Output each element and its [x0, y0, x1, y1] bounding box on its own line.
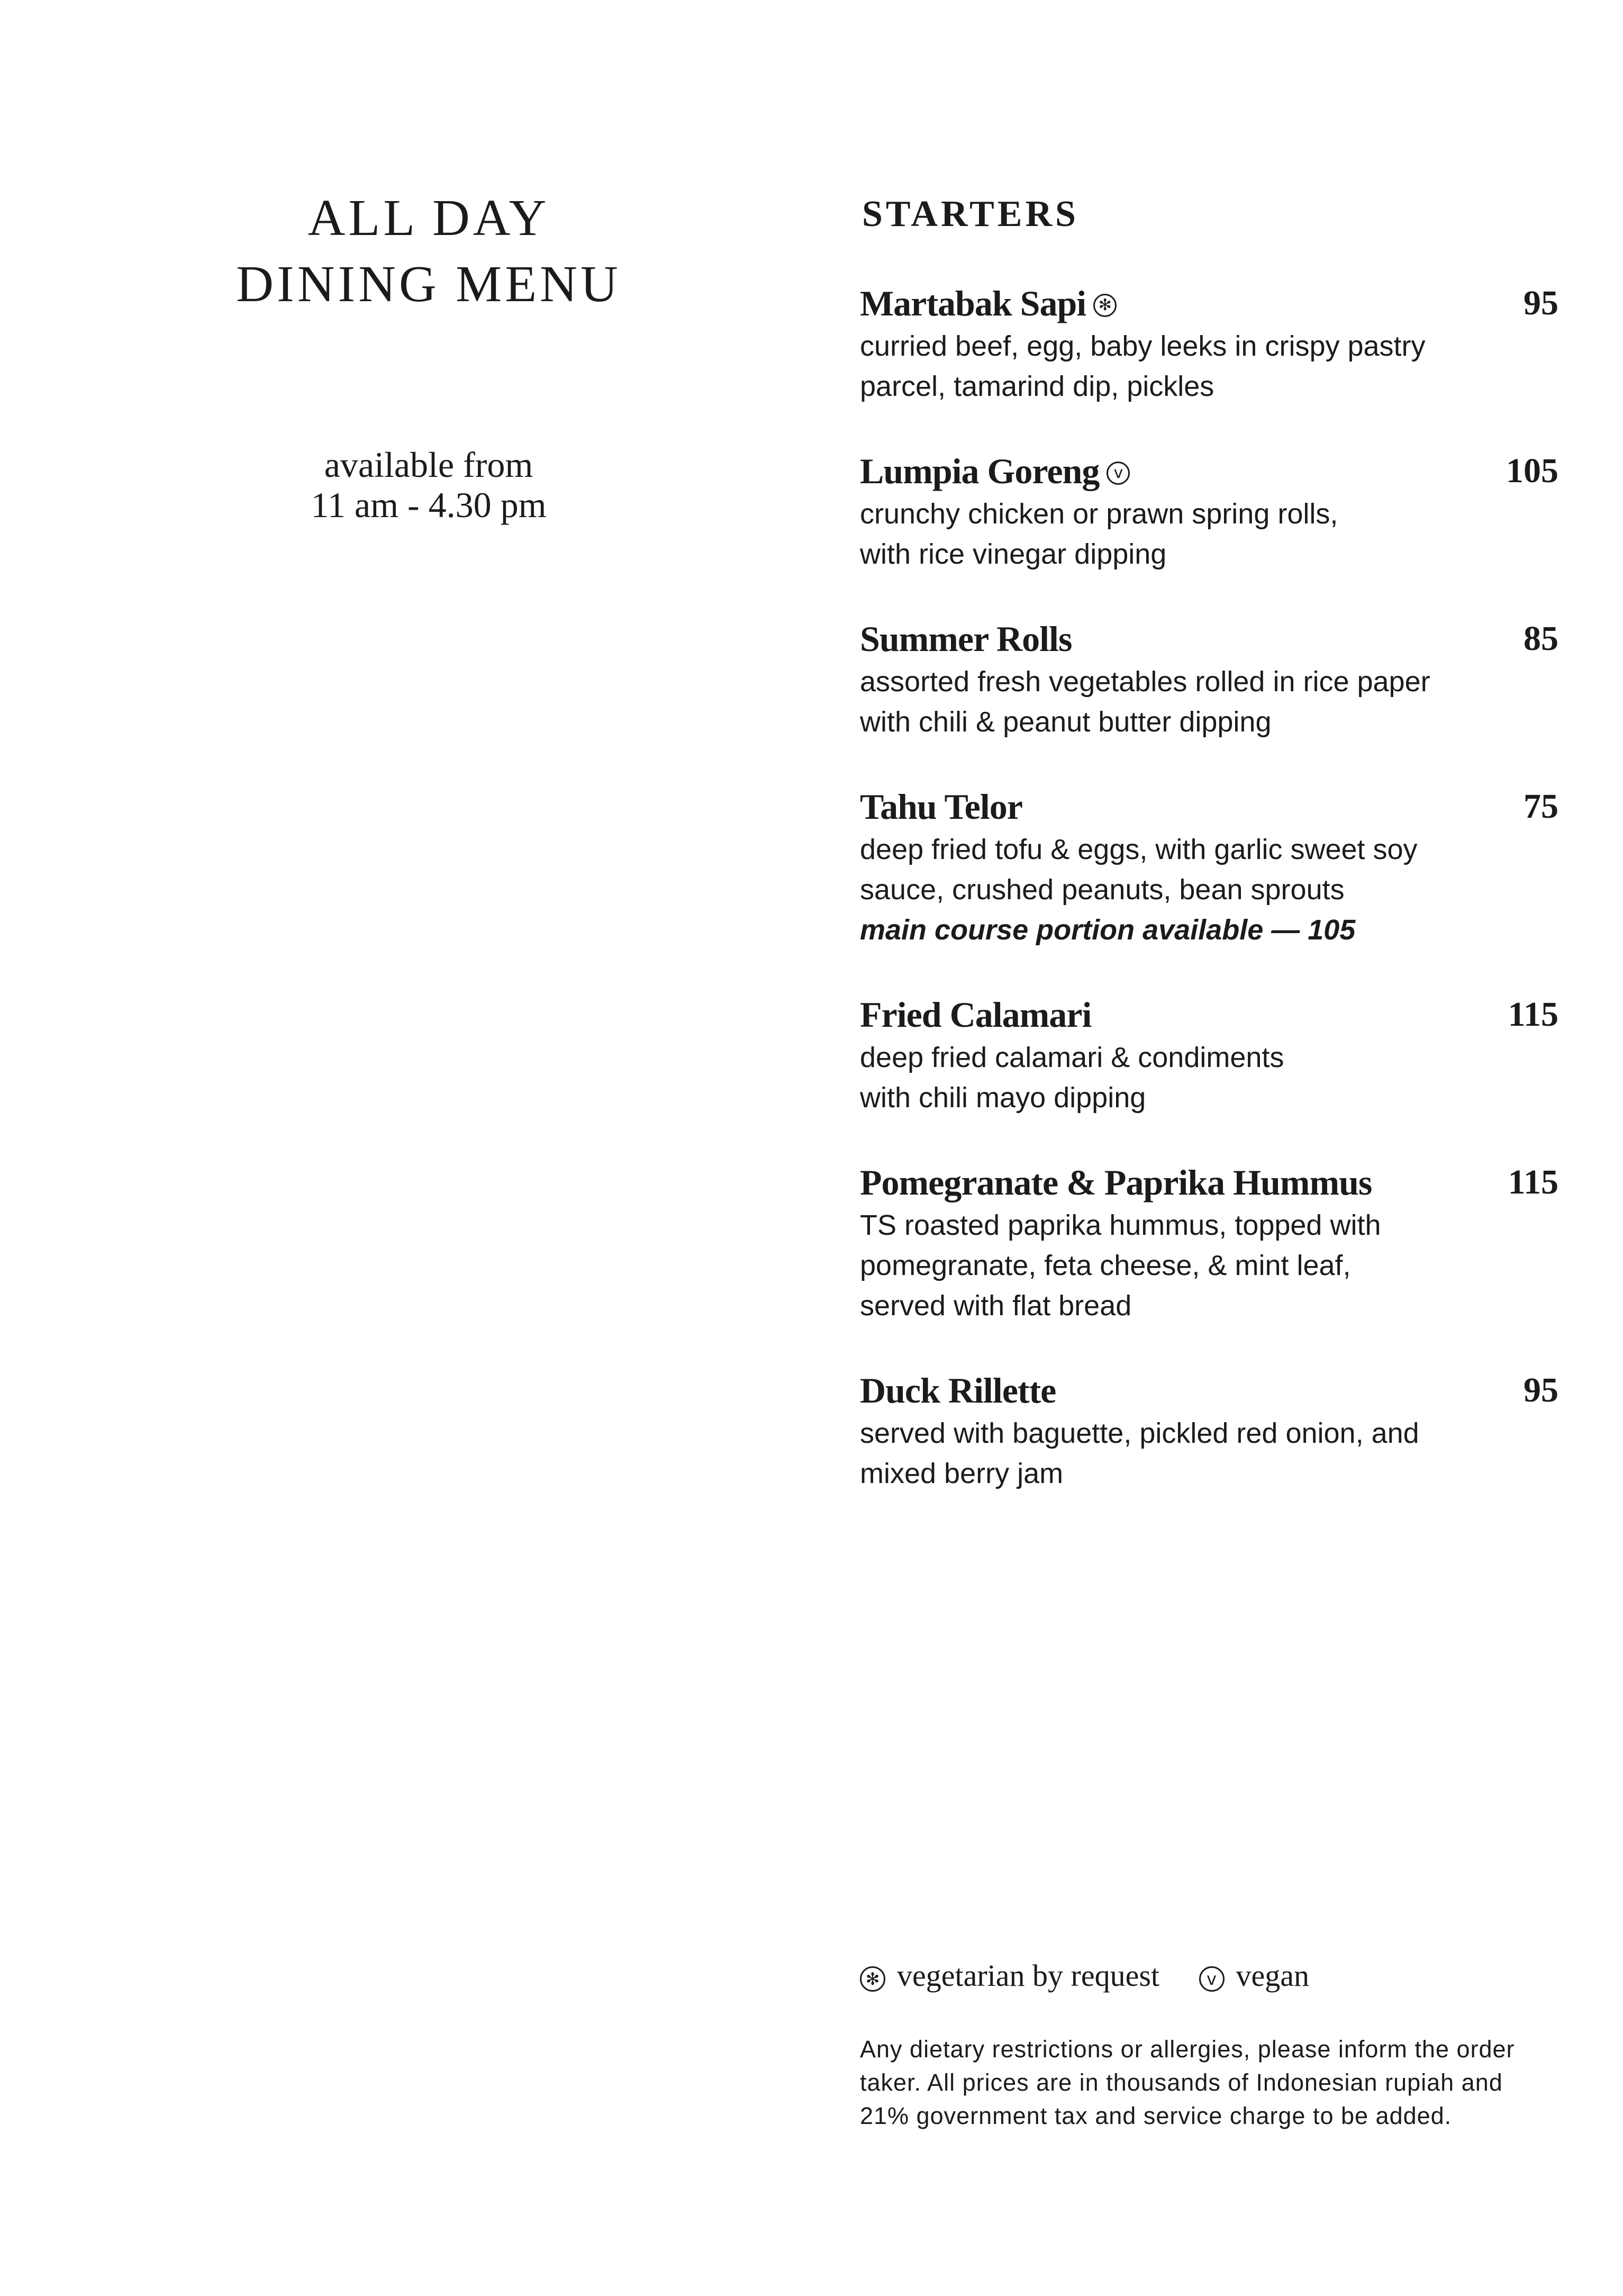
item-description-line: assorted fresh vegetables rolled in rice paper [860, 666, 1430, 698]
item-description-line: served with baguette, pickled red onion, and [860, 1417, 1419, 1449]
item-price: 115 [1508, 995, 1558, 1034]
section-title: STARTERS [862, 194, 1079, 234]
item-name: Pomegranate & Paprika Hummus [860, 1162, 1372, 1203]
item-description-line: crunchy chicken or prawn spring rolls, [860, 498, 1338, 530]
menu-item-summer-rolls [860, 616, 1558, 742]
legend-vegetarian-label: vegetarian by request [897, 1958, 1160, 1993]
availability-line2: 11 am - 4.30 pm [311, 485, 547, 525]
footnote [860, 2032, 1564, 2132]
item-description-line: curried beef, egg, baby leeks in crispy pastry [860, 330, 1426, 362]
legend-vegetarian [860, 1956, 1159, 1996]
menu-item-pomegranate-paprika-hummus [860, 1160, 1558, 1326]
footnote-line: Any dietary restrictions or allergies, please inform the order [860, 2036, 1515, 2063]
menu-item-martabak-sapi [860, 281, 1558, 406]
item-description-line: with chili & peanut butter dipping [860, 706, 1272, 738]
item-name-text: Lumpia Goreng [860, 451, 1100, 491]
menu-item-lumpia-goreng [860, 448, 1558, 574]
availability-line1: available from [324, 445, 533, 485]
menu-title-line1: ALL DAY [307, 189, 550, 247]
dietary-legend [860, 1956, 1341, 1996]
item-description-line: pomegranate, feta cheese, & mint leaf, [860, 1250, 1351, 1281]
menu-title-line2: DINING MENU [236, 256, 621, 313]
item-name: Duck Rillette [860, 1370, 1056, 1411]
item-name: Summer Rolls [860, 619, 1072, 659]
item-price: 95 [1524, 1371, 1558, 1409]
item-price: 85 [1524, 619, 1558, 658]
item-price: 115 [1508, 1163, 1558, 1201]
item-description [860, 1413, 1474, 1494]
item-description [860, 829, 1474, 910]
item-name-text: Martabak Sapi [860, 283, 1086, 323]
item-description-line: parcel, tamarind dip, pickles [860, 370, 1214, 402]
menu-content [860, 0, 1558, 2296]
vegan-icon: v [1199, 1966, 1225, 1992]
footnote-line: 21% government tax and service charge to be added. [860, 2102, 1452, 2129]
item-description-line: served with flat bread [860, 1290, 1132, 1322]
item-description-line: deep fried tofu & eggs, with garlic sweet soy [860, 834, 1418, 865]
menu-list [860, 281, 1558, 1535]
item-name [860, 281, 1117, 326]
menu-title [159, 185, 699, 318]
item-name: Fried Calamari [860, 995, 1092, 1035]
vegan-icon: v [1107, 462, 1130, 485]
vegetarian-by-request-icon: ✻ [860, 1966, 885, 1992]
item-description-line: deep fried calamari & condiments [860, 1042, 1284, 1073]
item-price: 75 [1524, 787, 1558, 826]
item-name: Tahu Telor [860, 787, 1022, 827]
item-description-line: mixed berry jam [860, 1458, 1064, 1489]
menu-item-fried-calamari [860, 992, 1558, 1118]
item-name [860, 448, 1130, 494]
menu-item-tahu-telor [860, 784, 1558, 950]
availability-info [159, 445, 699, 525]
legend-vegan-label: vegan [1236, 1958, 1310, 1993]
item-price: 95 [1524, 284, 1558, 322]
item-description [860, 1205, 1474, 1326]
menu-item-duck-rillette [860, 1368, 1558, 1494]
item-description-line: TS roasted paprika hummus, topped with [860, 1209, 1381, 1241]
item-description [860, 1037, 1474, 1118]
legend-vegan [1199, 1956, 1310, 1996]
item-description [860, 662, 1474, 742]
item-description [860, 494, 1474, 574]
item-price: 105 [1506, 451, 1558, 490]
item-description [860, 326, 1474, 406]
vegetarian-by-request-icon: ✻ [1093, 294, 1117, 317]
item-note: main course portion available — 105 [860, 914, 1356, 946]
menu-header [159, 185, 699, 525]
item-description-line: with chili mayo dipping [860, 1082, 1146, 1114]
item-description-line: with rice vinegar dipping [860, 538, 1167, 570]
item-description-line: sauce, crushed peanuts, bean sprouts [860, 874, 1345, 906]
footnote-line: taker. All prices are in thousands of Indonesian rupiah and [860, 2069, 1503, 2096]
